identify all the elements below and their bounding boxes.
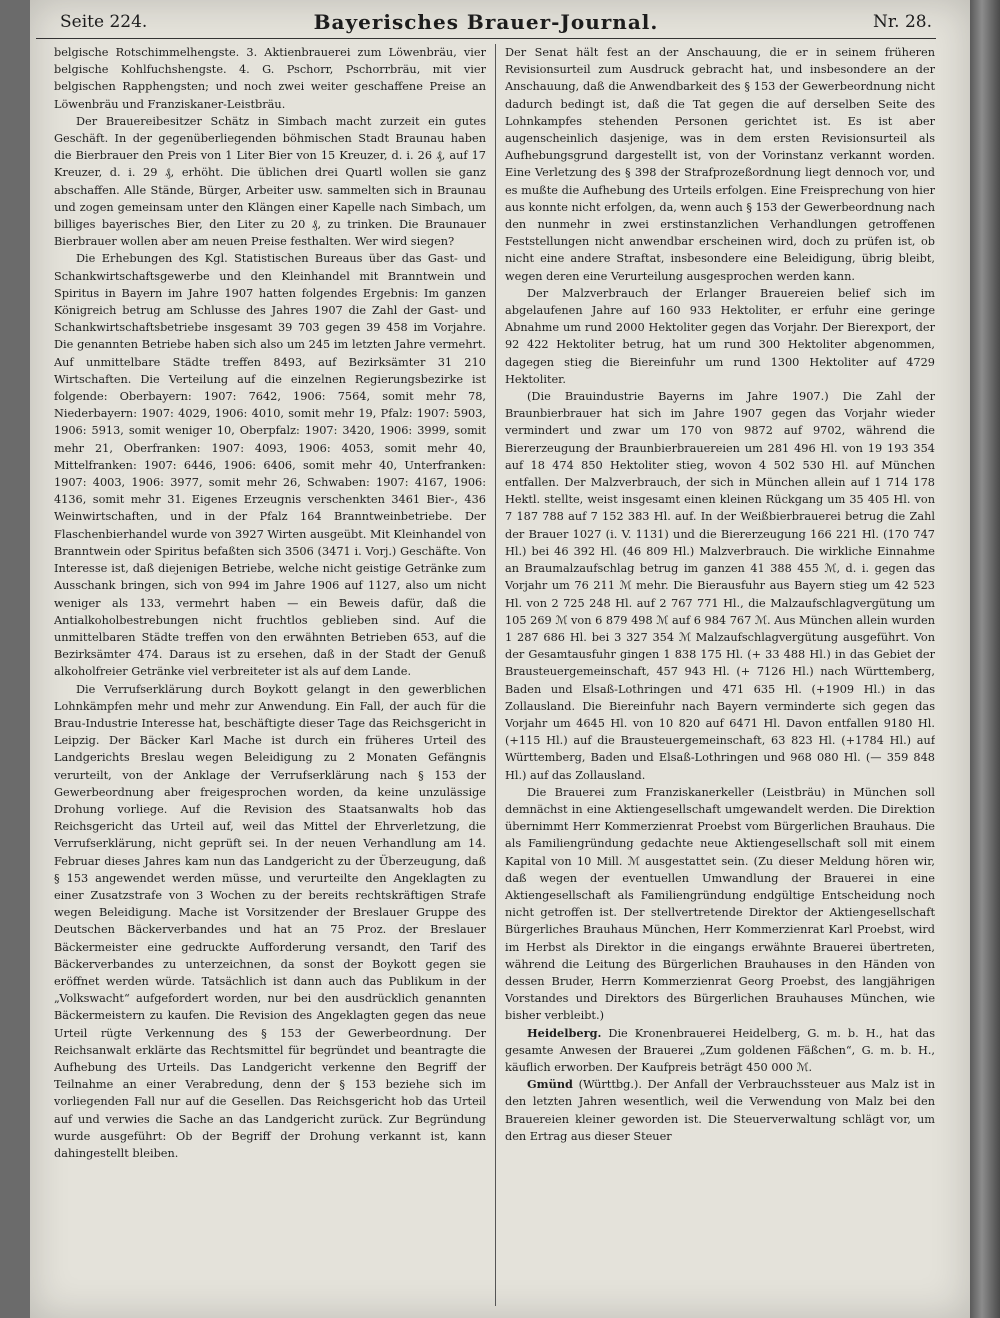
article-paragraph: Der Senat hält fest an der Anschauung, die er in seinem früheren Revisionsurteil zum Ausdruck gebracht hat, und insbesondere an der Anschauung, daß die Anwendbarkeit des § 153 der Gewerbeordnung nicht dadurch bedingt ist, daß die Tat gegen die auf derselben Seite des Lohnkampfes stehenden Personen gerichtet ist. Es ist aber augenscheinlich dasjenige, was in dem ersten Revisionsurteil als Aufhebungsgrund dargestellt ist, von der Vorinstanz verkannt worden. Eine Verletzung des § 398 der Strafprozeßordnung liegt dennoch vor, und es mußte die Aufhebung des Urteils erfolgen. Eine Freisprechung von hier aus konnte nicht erfolgen, da, wenn auch § 153 der Gewerbeordnung nach den nunmehr in zwei erstinstanzlichen Verhandlungen getroffenen Feststellungen nicht anwendbar erscheinen wird, doch zu prüfen ist, ob nicht eine andere Straftat, insbesondere eine Beleidigung, übrig bleibt, wegen deren eine Verurteilung ausgesprochen werden kann. [505,46,935,283]
article-paragraph: Der Malzverbrauch der Erlanger Brauereien belief sich im abgelaufenen Jahre auf 160 933 Hektoliter, er erfuhr eine geringe Abnahme um rund 2000 Hektoliter gegen das Vorjahr. Der Bierexport, der 92 422 Hektoliter betrug, hat um rund 300 Hektoliter abgenommen, dagegen stieg die Biereinfuhr um rund 1300 Hektoliter auf 4729 Hektoliter. [505,286,935,386]
article-paragraph [505,1025,935,1077]
article-paragraph: Der Brauereibesitzer Schätz in Simbach macht zurzeit ein gutes Geschäft. In der gegenüberliegenden böhmischen Stadt Braunau haben die Bierbrauer den Preis von 1 Liter Bier von 15 Kreuzer, d. i. 26 ₰, auf 17 Kreuzer, d. i. 29 ₰, erhöht. Die üblichen drei Quartl wollen sie ganz abschaffen. Alle Stände, Bürger, Arbeiter usw. sammelten sich in Braunau und zogen gemeinsam unter den Klängen einer Kapelle nach Simbach, um billiges bayerisches Bier, den Liter zu 20 ₰, zu trinken. Die Braunauer Bierbrauer wollen aber am neuen Preise festhalten. Wer wird siegen? [54,114,486,249]
paragraph-text: (Württbg.). Der Anfall der Verbrauchssteuer aus Malz ist in den letzten Jahren wesentlich, weil die Verwendung von Malz bei den Brauereien kleiner geworden ist. Die Steuerverwaltung schlägt vor, um den Ertrag aus dieser Steuer [505,1078,935,1143]
article-paragraph: Die Erhebungen des Kgl. Statistischen Bureaus über das Gast- und Schankwirtschaftsgewerbe und den Kleinhandel mit Branntwein und Spiritus in Bayern im Jahre 1907 hatten folgendes Ergebnis: Im ganzen Königreich betrug am Schlusse des Jahres 1907 die Zahl der Gast- und Schankwirtschaftsbetriebe insgesamt 39 703 gegen 39 458 im Vorjahre. Die genannten Betriebe haben sich also um 245 im letzten Jahre vermehrt. Auf unmittelbare Städte treffen 8493, auf Bezirksämter 31 210 Wirtschaften. Die Verteilung auf die einzelnen Regierungsbezirke ist folgende: Oberbayern: 1907: 7642, 1906: 7564, somit mehr 78, Niederbayern: 1907: 4029, 1906: 4010, somit mehr 19, Pfalz: 1907: 5903, 1906: 5913, somit weniger 10, Oberpfalz: 1907: 3420, 1906: 3999, somit mehr 21, Oberfranken: 1907: 4093, 1906: 4053, somit mehr 40, Mittelfranken: 1907: 6446, 1906: 6406, somit mehr 40, Unterfranken: 1907: 4003, 1906: 3977, somit mehr 26, Schwaben: 1907: 4167, 1906: 4136, somit mehr 31. Eigenes Erzeugnis verschenkten 3461 Bier-, 436 Weinwirtschaften, und in der Pfalz 164 Branntweinbetriebe. Der Flaschenbierhandel wurde von 3927 Wirten ausgeübt. Mit Kleinhandel von Branntwein oder Spiritus befaßten sich 3506 (3471 i. Vorj.) Geschäfte. Von Interesse ist, daß diejenigen Betriebe, welche nicht geistige Getränke zum Ausschank bringen, sich von 994 im Jahre 1906 auf 1127, also um nicht weniger als 133, vermehrt haben — ein Beweis dafür, daß die Antialkoholbestrebungen nicht fruchtlos geblieben sind. Auf die unmittelbaren Städte treffen von den erwähnten Betrieben 653, auf die Bezirksämter 474. Daraus ist zu ersehen, daß in der Stadt der Genuß alkoholfreier Getränke viel verbreiteter ist als auf dem Lande. [54,252,486,679]
article-paragraph: Die Verrufserklärung durch Boykott gelangt in den gewerblichen Lohnkämpfen mehr und mehr zur Anwendung. Ein Fall, der auch für die Brau-Industrie Interesse hat, beschäftigte dieser Tage das Reichsgericht in Leipzig. Der Bäcker Karl Mache ist durch ein früheres Urteil des Landgerichts Breslau wegen Beleidigung zu 2 Monaten Gefängnis verurteilt, von der Anklage der Verrufserklärung nach § 153 der Gewerbeordnung aber freigesprochen worden, da keine unzulässige Drohung vorliege. Auf die Revision des Staatsanwalts hob das Reichsgericht das Urteil auf, weil das Mittel der Ehrverletzung, die Verrufserklärung, nicht geprüft sei. In der neuen Verhandlung am 14. Februar dieses Jahres kam nun das Landgericht zu der Überzeugung, daß § 153 angewendet werden müsse, und verurteilte den Angeklagten zu einer Zusatzstrafe von 3 Wochen zu der bereits rechtskräftigen Strafe wegen Beleidigung. Mache ist Vorsitzender der Breslauer Gruppe des Deutschen Bäckerverbandes und hat an 75 Proz. der Breslauer Bäckermeister eine gedruckte Aufforderung versandt, den Tarif des Bäckerverbandes zu unterzeichnen, da sonst der Boykott gegen sie eröffnet werden würde. Tatsächlich ist dann auch das Publikum in der „Volkswacht“ aufgefordert worden, nur bei den ausdrücklich genannten Bäckermeistern zu kaufen. Die Revision des Angeklagten gegen das neue Urteil rügte Verkennung des § 153 der Gewerbeordnung. Der Reichsanwalt erklärte das Rechtsmittel für begründet und beantragte die Aufhebung des Urteils. Das Landgericht verkenne den Begriff der Teilnahme an einer Verabredung, denn der § 153 beziehe sich im vorliegenden Fall nur auf die Gesellen. Das Reichsgericht hob das Urteil auf und verwies die Sache an das Landgericht zurück. Zur Begründung wurde ausgeführt: Ob der Begriff der Drohung verkannt ist, kann dahingestellt bleiben. [54,682,486,1160]
page-edge [970,0,1000,1318]
paragraph-text: Die Kronenbrauerei Heidelberg, G. m. b. H., hat das gesamte Anwesen der Brauerei „Zum goldenen Fäßchen“, G. m. b. H., käuflich erworben. Der Kaufpreis beträgt 450 000 ℳ. [505,1026,935,1074]
dateline-city: Heidelberg. [527,1025,602,1040]
page-header [36,10,936,39]
left-column [54,44,486,1306]
dateline-city: Gmünd [527,1077,573,1092]
article-paragraph: belgische Rotschimmelhengste. 3. Aktienbrauerei zum Löwenbräu, vier belgische Kohlfuchshengste. 4. G. Pschorr, Pschorrbräu, mit vier belgischen Rapphengsten; und noch zwei weiter geschaffene Preise an Löwenbräu und Franziskaner-Leistbräu. [54,46,486,111]
article-paragraph: Die Brauerei zum Franziskanerkeller (Leistbräu) in München soll demnächst in eine Aktiengesellschaft umgewandelt werden. Die Direktion übernimmt Herr Kommerzienrat Proebst vom Bürgerlichen Brauhaus. Die als Familiengründung gedachte neue Aktiengesellschaft soll mit einem Kapital von 10 Mill. ℳ ausgestattet sein. (Zu dieser Meldung hören wir, daß wegen der eventuellen Umwandlung der Brauerei in eine Aktiengesellschaft als Familiengründung endgültige Entscheidung noch nicht getroffen ist. Der stellvertretende Direktor der Aktiengesellschaft Bürgerliches Brauhaus München, Herr Kommerzienrat Karl Proebst, wird im Herbst als Direktor in die eingangs erwähnte Brauerei übertreten, während die Leitung des Bürgerlichen Brauhauses in den Händen von dessen Bruder, Herrn Kommerzienrat Georg Proebst, des langjährigen Vorstandes und Direktors des Bürgerlichen Brauhauses München, wie bisher verbleibt.) [505,785,935,1023]
article-paragraph [505,1076,935,1145]
journal-title: Bayerisches Brauer-Journal. [313,10,659,34]
page-number: Seite 224. [60,12,148,32]
right-column [505,44,935,1306]
article-paragraph: (Die Brauindustrie Bayerns im Jahre 1907.) Die Zahl der Braunbierbrauer hat sich im Jahre 1907 gegen das Vorjahr wieder vermindert und zwar um 170 von 9872 auf 9702, während die Biererzeugung der Braunbierbrauereien um 281 496 Hl. von 19 193 354 auf 18 474 850 Hektoliter stieg, wovon 4 502 530 Hl. auf München entfallen. Der Malzverbrauch, der sich in München allein auf 1 714 178 Hektl. stellte, weist insgesamt einen kleinen Rückgang um 35 405 Hl. von 7 187 788 auf 7 152 383 Hl. auf. In der Weißbierbrauerei betrug die Zahl der Brauer 1027 (i. V. 1131) und die Biererzeugung 166 221 Hl. (170 747 Hl.) bei 46 392 Hl. (46 809 Hl.) Malzverbrauch. Die wirkliche Einnahme an Braumalzaufschlag betrug im ganzen 41 388 455 ℳ, d. i. gegen das Vorjahr um 76 211 ℳ mehr. Die Bierausfuhr aus Bayern stieg um 42 523 Hl. von 2 725 248 Hl. auf 2 767 771 Hl., die Malzaufschlagvergütung um 105 269 ℳ von 6 879 498 ℳ auf 6 984 767 ℳ. Aus München allein wurden 1 287 686 Hl. bei 3 327 354 ℳ Malzaufschlagvergütung ausgeführt. Von der Gesamtausfuhr gingen 1 838 175 Hl. (+ 33 488 Hl.) in das Gebiet der Brausteuergemeinschaft, 457 943 Hl. (+ 7126 Hl.) nach Württemberg, Baden und Elsaß-Lothringen und 471 635 Hl. (+1909 Hl.) in das Zollausland. Die Biereinfuhr nach Bayern verminderte sich gegen das Vorjahr um 4645 Hl. von 10 820 auf 6471 Hl. Davon entfallen 9180 Hl. (+115 Hl.) auf die Brausteuergemeinschaft, 63 823 Hl. (+1784 Hl.) auf Württemberg, Baden und Elsaß-Lothringen und 968 080 Hl. (— 359 848 Hl.) auf das Zollausland. [505,390,935,782]
column-divider [495,44,496,1306]
issue-number: Nr. 28. [873,12,932,32]
